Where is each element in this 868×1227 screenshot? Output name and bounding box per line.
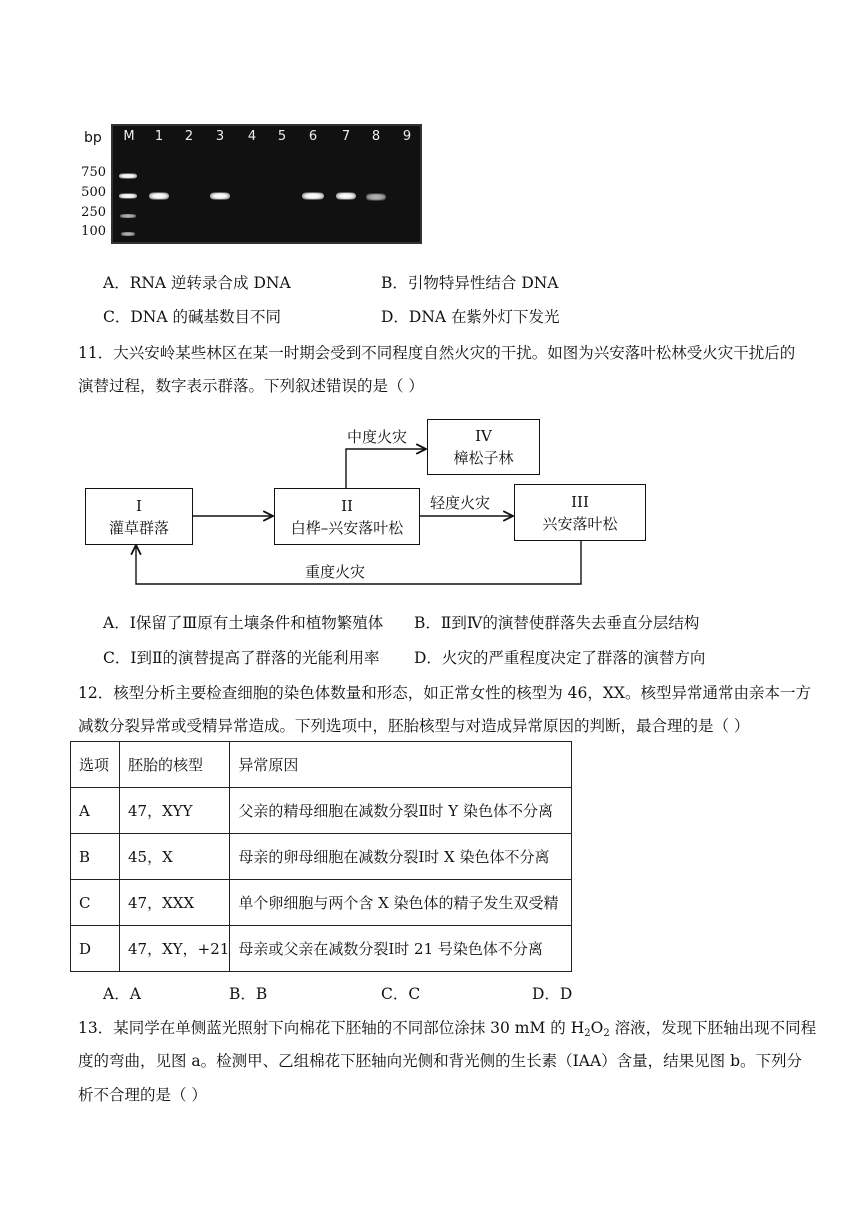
q12-stem-line-1: 12．核型分析主要检查细胞的染色体数量和形态，如正常女性的核型为 46，XX。核型异常通常由亲本一方 bbox=[78, 684, 811, 702]
community-ii-name: 白桦–兴安落叶松 bbox=[290, 518, 404, 537]
arrow-ii-to-iv bbox=[346, 449, 426, 488]
q10-option-a: A．RNA 逆转录合成 DNA bbox=[103, 274, 291, 292]
q13-line-1-text: 13．某同学在单侧蓝光照射下向棉花下胚轴的不同部位涂抹 30 mM 的 H bbox=[78, 1019, 585, 1037]
q11-option-c: C．Ⅰ到Ⅱ的演替提高了群落的光能利用率 bbox=[103, 649, 380, 667]
table-cell-cause: 父亲的精母细胞在减数分裂Ⅱ时 Y 染色体不分离 bbox=[230, 788, 572, 834]
h2o2-subscript-1: 2 bbox=[584, 1028, 591, 1039]
community-box-i bbox=[85, 488, 193, 545]
lane-label-7: 7 bbox=[341, 129, 351, 144]
lane-label-3: 3 bbox=[215, 129, 225, 144]
karyotype-table bbox=[70, 741, 572, 972]
community-i-numeral: I bbox=[136, 496, 142, 515]
table-header-option: 选项 bbox=[71, 742, 120, 788]
ladder-label-250: 250 bbox=[81, 205, 106, 220]
q13-stem-line-3: 析不合理的是（ ） bbox=[78, 1086, 207, 1104]
community-iii-numeral: III bbox=[571, 492, 589, 511]
lane-label-m: M bbox=[123, 129, 135, 144]
table-cell-cause: 母亲的卵母细胞在减数分裂Ⅰ时 X 染色体不分离 bbox=[230, 834, 572, 880]
h2o2-oxygen: O bbox=[590, 1019, 604, 1037]
table-header-karyotype: 胚胎的核型 bbox=[120, 742, 230, 788]
label-light-fire: 轻度火灾 bbox=[430, 494, 491, 512]
ladder-label-500: 500 bbox=[81, 185, 106, 200]
community-box-ii bbox=[274, 488, 420, 545]
q11-option-a: A．Ⅰ保留了Ⅲ原有土壤条件和植物繁殖体 bbox=[103, 614, 384, 632]
q12-option-a: A．A bbox=[103, 985, 141, 1003]
q11-stem-line-2: 演替过程，数字表示群落。下列叙述错误的是（ ） bbox=[78, 377, 424, 395]
table-cell-karyotype: 47，XXX bbox=[120, 880, 230, 926]
q12-stem-line-2: 减数分裂异常或受精异常造成。下列选项中，胚胎核型与对造成异常原因的判断，最合理的是（ ） bbox=[78, 717, 750, 735]
community-box-iv bbox=[427, 419, 540, 475]
table-cell-karyotype: 45，X bbox=[120, 834, 230, 880]
table-header-row bbox=[71, 742, 572, 788]
q11-option-b: B．Ⅱ到Ⅳ的演替使群落失去垂直分层结构 bbox=[414, 614, 700, 632]
gel-unit-label: bp bbox=[84, 130, 102, 146]
table-cell-karyotype: 47，XYY bbox=[120, 788, 230, 834]
community-iii-name: 兴安落叶松 bbox=[542, 514, 618, 533]
q11-option-d: D．火灾的严重程度决定了群落的演替方向 bbox=[414, 649, 706, 667]
lane-label-6: 6 bbox=[308, 129, 318, 144]
q10-option-b: B．引物特异性结合 DNA bbox=[381, 274, 559, 292]
table-cell-cause: 单个卵细胞与两个含 X 染色体的精子发生双受精 bbox=[230, 880, 572, 926]
community-box-iii bbox=[514, 484, 646, 541]
table-cell-option: B bbox=[71, 834, 120, 880]
q11-stem-line-1: 11．大兴安岭某些林区在某一时期会受到不同程度自然火灾的干扰。如图为兴安落叶松林受火灾干扰后的 bbox=[78, 344, 796, 362]
q13-stem-line-2: 度的弯曲，见图 a。检测甲、乙组棉花下胚轴向光侧和背光侧的生长素（IAA）含量，结果见图 b。下列分 bbox=[78, 1052, 803, 1070]
h2o2-subscript-2: 2 bbox=[603, 1028, 610, 1039]
lane-label-2: 2 bbox=[184, 129, 194, 144]
community-i-name: 灌草群落 bbox=[108, 518, 169, 537]
table-cell-cause: 母亲或父亲在减数分裂Ⅰ时 21 号染色体不分离 bbox=[230, 926, 572, 972]
table-cell-option: A bbox=[71, 788, 120, 834]
q12-option-c: C．C bbox=[381, 985, 421, 1003]
label-moderate-fire: 中度火灾 bbox=[347, 428, 408, 446]
q13-line-1-tail: 溶液，发现下胚轴出现不同程 bbox=[609, 1019, 817, 1037]
q10-option-c: C．DNA 的碱基数目不同 bbox=[103, 308, 281, 326]
table-row bbox=[71, 834, 572, 880]
q10-option-d: D．DNA 在紫外灯下发光 bbox=[381, 308, 560, 326]
table-cell-karyotype: 47，XY，+21 bbox=[120, 926, 230, 972]
ladder-label-100: 100 bbox=[81, 224, 106, 239]
lane-label-9: 9 bbox=[402, 129, 412, 144]
lane-label-4: 4 bbox=[247, 129, 257, 144]
q12-option-b: B．B bbox=[229, 985, 268, 1003]
table-row bbox=[71, 926, 572, 972]
ladder-label-750: 750 bbox=[81, 165, 106, 180]
q13-stem-line-1 bbox=[78, 1016, 816, 1039]
table-header-cause: 异常原因 bbox=[230, 742, 572, 788]
table-row bbox=[71, 880, 572, 926]
community-ii-numeral: II bbox=[341, 496, 353, 515]
q12-option-d: D．D bbox=[532, 985, 573, 1003]
community-iv-numeral: IV bbox=[475, 427, 492, 445]
table-row bbox=[71, 788, 572, 834]
label-severe-fire: 重度火灾 bbox=[305, 563, 366, 581]
table-cell-option: D bbox=[71, 926, 120, 972]
table-cell-option: C bbox=[71, 880, 120, 926]
community-iv-name: 樟松子林 bbox=[453, 449, 514, 467]
lane-label-1: 1 bbox=[154, 129, 164, 144]
lane-label-5: 5 bbox=[277, 129, 287, 144]
lane-label-8: 8 bbox=[371, 129, 381, 144]
